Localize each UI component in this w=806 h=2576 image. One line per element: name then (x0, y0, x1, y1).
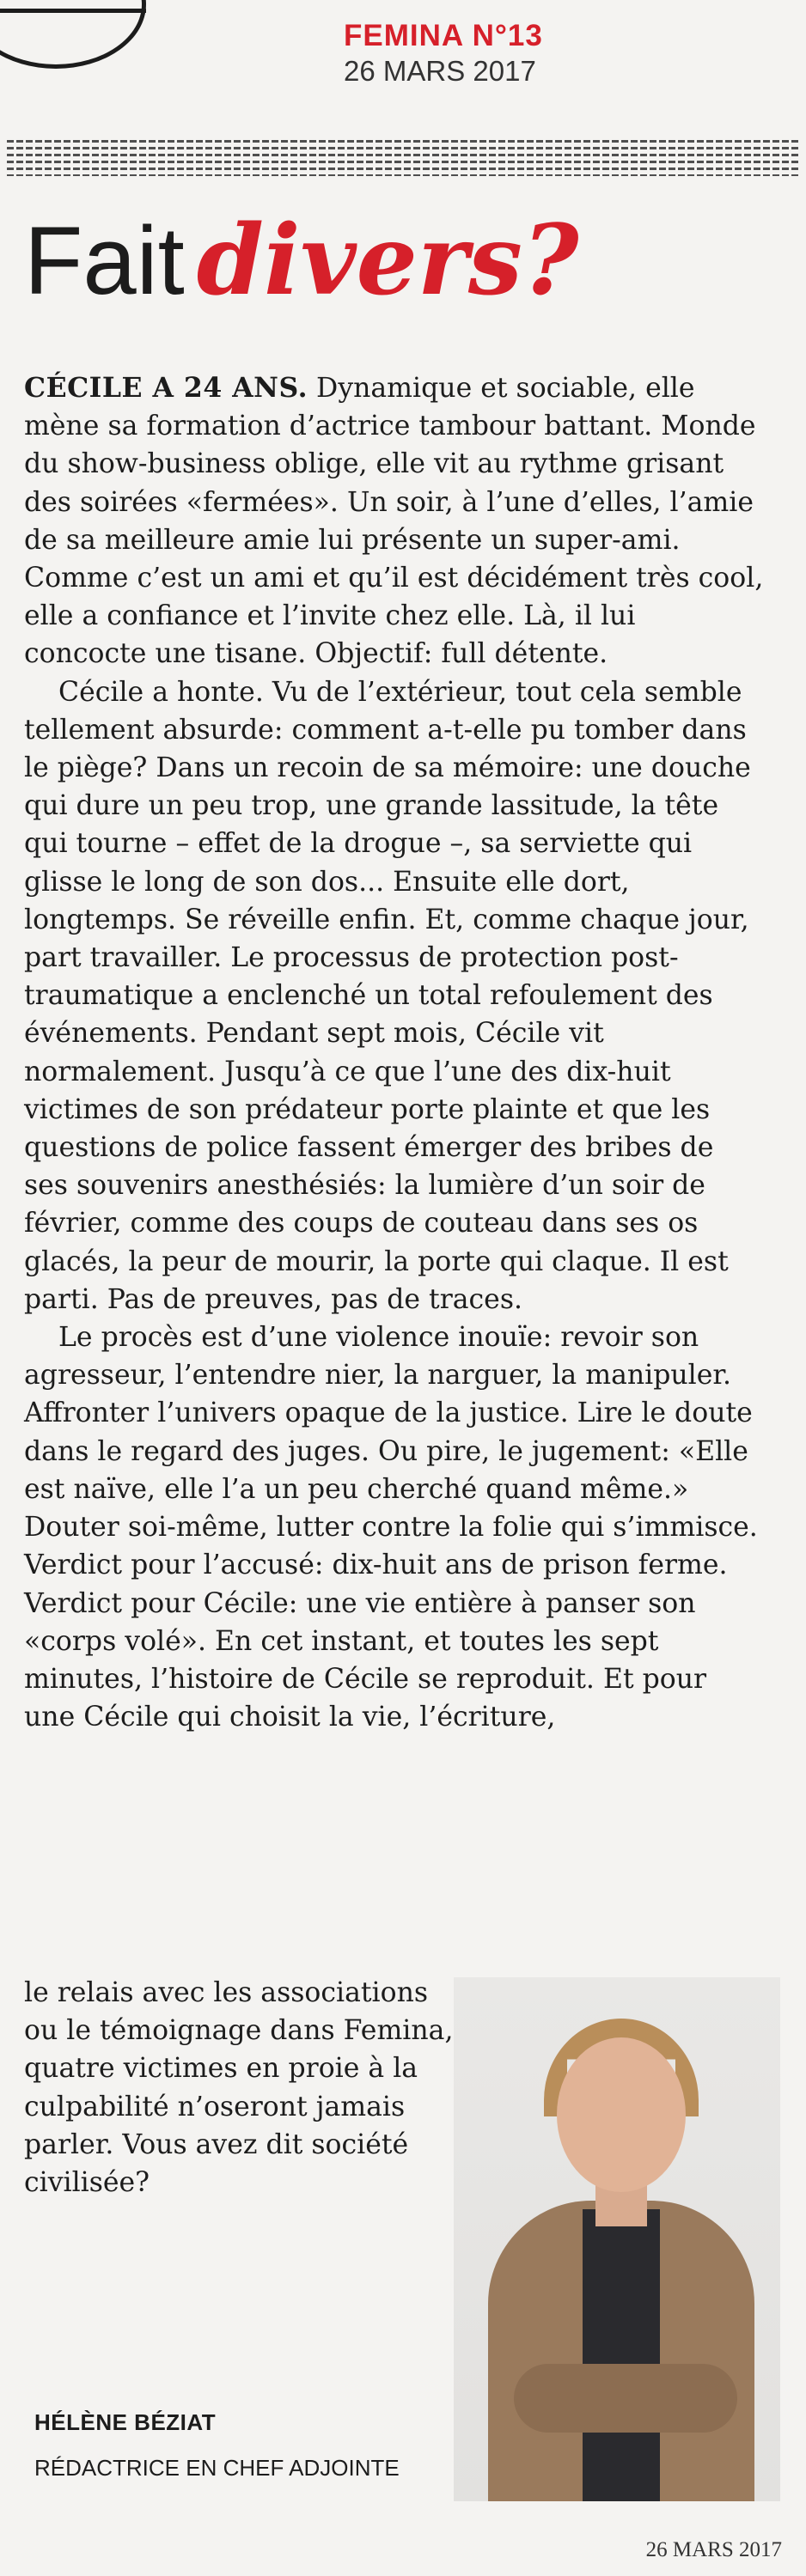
magazine-issue: FEMINA N°13 (344, 19, 543, 52)
author-photo (454, 1977, 780, 2501)
masthead (344, 19, 543, 88)
paragraph-4: le relais avec les associations ou le témoignage dans Femina, quatre victimes en proie à la culpabilité n’oseront jamais parler. Vous avez dit société civilisée? (24, 1977, 454, 2199)
title-part-1: Fait (24, 207, 185, 314)
issue-date: 26 MARS 2017 (344, 55, 536, 87)
author-name: HÉLÈNE BÉZIAT (34, 2409, 217, 2435)
author-role: RÉDACTRICE EN CHEF ADJOINTE (34, 2455, 400, 2481)
decorative-rule (7, 140, 799, 176)
footer-date: 26 MARS 2017 (645, 2538, 782, 2561)
article-body (24, 369, 765, 1736)
paragraph-1-text: Dynamique et sociable, elle mène sa formation d’actrice tambour battant. Monde du show-business oblige, elle vit au rythme grisant des soirées «fermées». Un soir, à l’une d’elles, l’amie de sa meilleure amie lui présente un super-ami. Comme c’est un ami et qu’il est décidément très cool, elle a confiance et l’invite chez elle. Là, il lui concocte une tisane. Objectif: full détente. (24, 373, 764, 670)
paragraph-1 (24, 369, 765, 673)
lead-in: CÉCILE A 24 ANS. (24, 372, 308, 404)
title-part-2: divers? (196, 204, 579, 317)
paragraph-2: Cécile a honte. Vu de l’extérieur, tout cela semble tellement absurde: comment a-t-elle pu tomber dans le piège? Dans un recoin de sa mémoire: une douche qui dure un peu trop, une grande lassitude, la tête qui tourne – effet de la drogue –, sa serviette qui glisse le long de son dos... Ensuite elle dort, longtemps. Se réveille enfin. Et, comme chaque jour, part travailler. Le processus de protection post-traumatique a enclenché un total refoulement des événements. Pendant sept mois, Cécile vit normalement. Jusqu’à ce que l’une des dix-huit victimes de son prédateur porte plainte et que les questions de police fassent émerger des bribes de ses souvenirs anesthésiés: la lumière d’un soir de février, comme des coups de couteau dans ses os glacés, la peur de mourir, la porte qui claque. Il est parti. Pas de preuves, pas de traces. (24, 676, 751, 1315)
paragraph-3: Le procès est d’une violence inouïe: revoir son agresseur, l’entendre nier, la narguer, la manipuler. Affronter l’univers opaque de la justice. Lire le doute dans le regard des juges. Ou pire, le jugement: «Elle est naïve, elle l’a un peu cherché quand même.» Douter soi-même, lutter contre la folie qui s’immisce. Verdict pour l’accusé: dix-huit ans de prison ferme. Verdict pour Cécile: une vie entière à panser son «corps volé». En cet instant, et toutes les sept minutes, l’histoire de Cécile se reproduit. Et pour une Cécile qui choisit la vie, l’écriture, (24, 1322, 758, 1733)
page-title (24, 204, 579, 317)
